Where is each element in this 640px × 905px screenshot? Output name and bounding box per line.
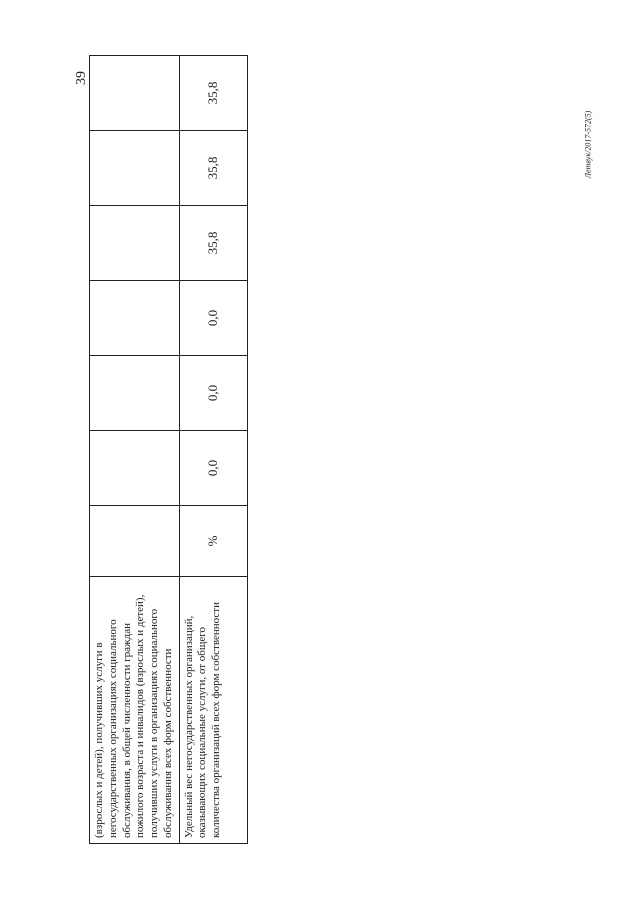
value-cell: 35,8: [179, 131, 247, 206]
value-cell: 0,0: [179, 431, 247, 506]
value-cell: [90, 131, 180, 206]
value-cell: [90, 356, 180, 431]
value-cell: [90, 206, 180, 281]
unit-cell: %: [179, 506, 247, 577]
value-cell: [90, 281, 180, 356]
value-cell: 35,8: [179, 56, 247, 131]
document-code: Летвук/2017-572(5): [583, 110, 593, 179]
value-cell: 0,0: [179, 356, 247, 431]
indicator-table: [89, 55, 248, 844]
indicator-table-wrapper: [89, 64, 245, 844]
table-row: [90, 56, 180, 844]
value-cell: 35,8: [179, 206, 247, 281]
value-cell: [90, 431, 180, 506]
indicator-cell: Удельный вес негосударственных организаций, оказывающих социальные услуги, от общего количества организаций всех форм собственности: [179, 577, 247, 844]
unit-cell: [90, 506, 180, 577]
value-cell: 0,0: [179, 281, 247, 356]
indicator-cell: (взрослых и детей), получивших услуги в негосударственных организациях социального обслуживания, в общей численности граждан пожилого возраста и инвалидов (взрослых и детей), получивших услуги в организациях социального обслуживания всех форм собственности: [90, 577, 180, 844]
table-row: [179, 56, 247, 844]
value-cell: [90, 56, 180, 131]
page-number: 39: [74, 71, 89, 85]
